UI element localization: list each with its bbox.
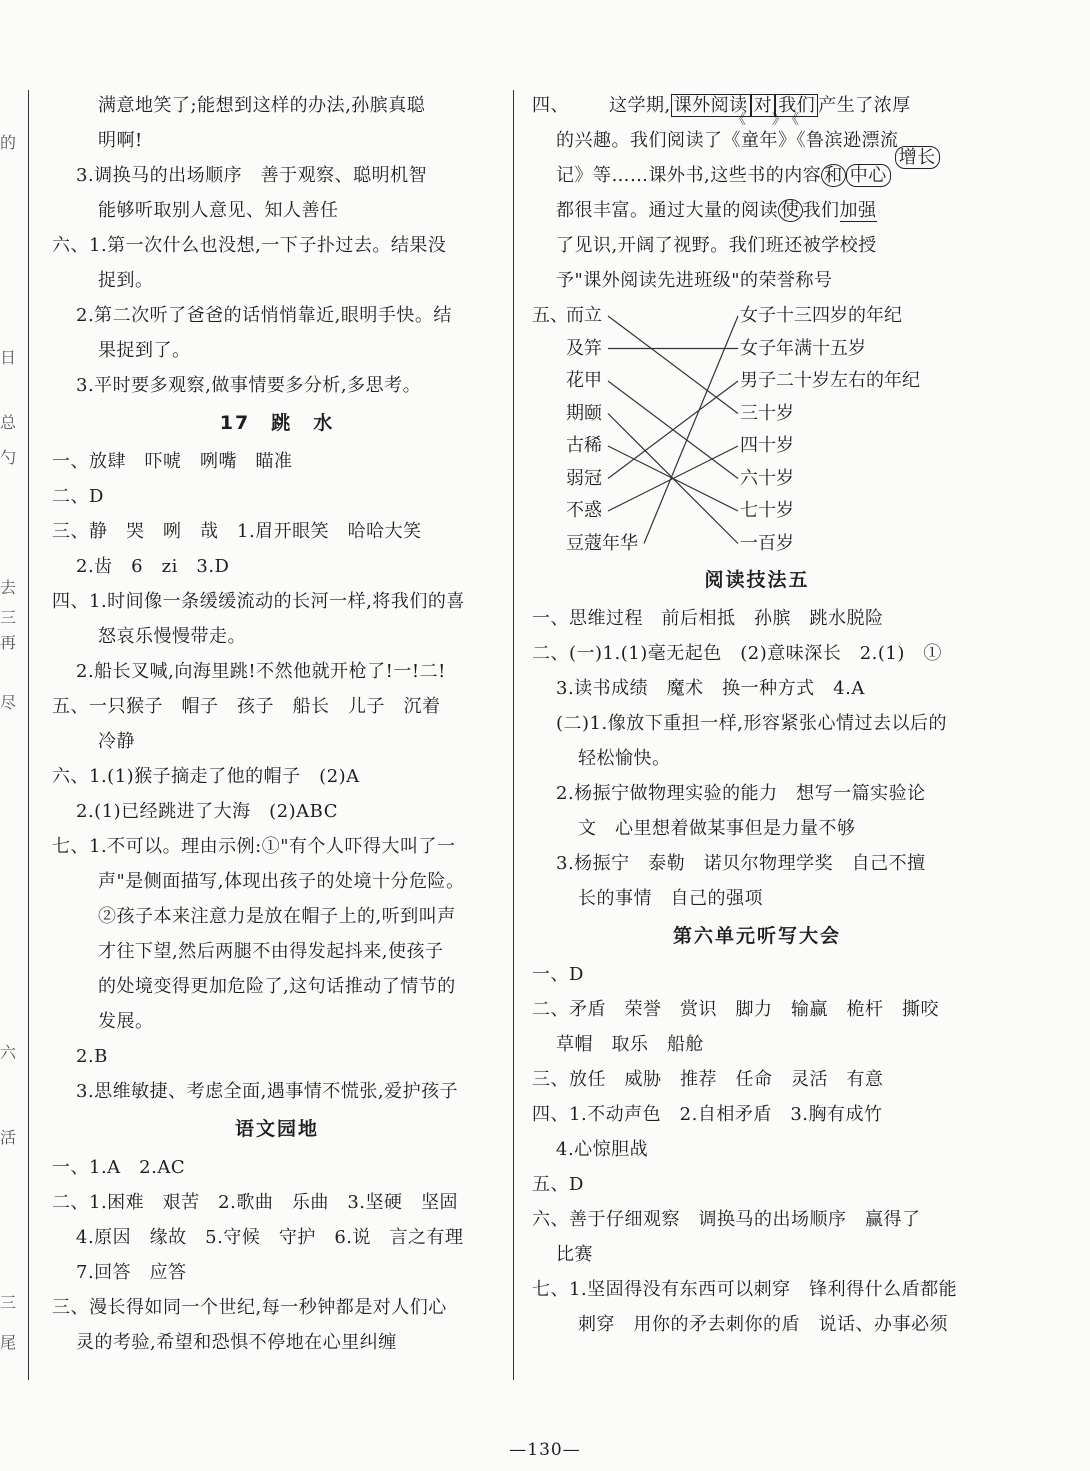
- match-left-term: 古稀: [566, 435, 602, 456]
- gutter-char: 三: [0, 608, 17, 627]
- section-heading-reading-skill-5: 阅读技法五: [704, 569, 810, 591]
- answer-line: 3.思维敏捷、考虑全面,遇事情不慌张,爱护孩子: [76, 1081, 459, 1102]
- answer-line: 的处境变得更加危险了,这句话推动了情节的: [98, 976, 456, 997]
- gutter-char: 勺: [0, 448, 17, 467]
- marked-word: 加强: [839, 200, 877, 221]
- gutter-divider: [28, 90, 29, 1380]
- answer-line: 五、D: [532, 1174, 584, 1195]
- boxed-prep: 对: [751, 94, 776, 117]
- boxed-object: 我们: [775, 94, 818, 117]
- answer-line: 发展。: [98, 1011, 154, 1032]
- answer-line: 2.第二次听了爸爸的话悄悄靠近,眼明手快。结: [76, 305, 452, 326]
- right-column: 四、 这学期, 课外阅读 对 我们 产生了浓厚 《 》《 的兴趣。我们阅读了《童年》《鲁滨逊漂流 记》等……课外书,这些书的内容 和 中心增长 都很丰富。通过大量的阅读 使 我们加强 了见识,开阔了视野。我们班还被学校授 予"课外阅读先进班级"的荣誉称号 五、 而立 及笄 花甲 期颐 古稀 弱冠 不惑 豆蔻年华 女子十三四岁的年纪 女子年满十五岁 男子二十岁左右的年纪 三十岁 四十岁 六十岁 七十岁 一百岁 阅读技法五 一、思维过程 前后相抵 孙膑 跳水脱险 二、(一)1.(1)毫无起色 (2)意味深长 2.(1) ① 3.读书成绩 魔术 换一种方式 4.A (二)1.像放下重担一样,形容紧张心情过去以后的 轻松愉快。 2.杨振宁做物理实验的能力 想写一篇实验论 文 心里想着做某事但是力量不够 3.杨振宁 泰勒 诺贝尔物理学奖 自己不擅 长的事情 自己的强项 第六单元听写大会 一、D 二、矛盾 荣誉 赏识 脚力 输赢 桅杆 撕咬 草帽 取乐 船舱 三、放任 威胁 推荐 任命 灵活 有意 四、1.不动声色 2.自相矛盾 3.胸有成竹 4.心惊胆战 五、D 六、善于仔细观察 调换马的出场顺序 赢得了 比赛 七、1.坚固得没有东西可以刺穿 锋利得什么盾都能 刺穿 用你的矛去刺你的盾 说话、办事必须: [532, 88, 982, 1342]
- answer-block-unit16-end: [52, 88, 502, 403]
- answer-line: 2.杨振宁做物理实验的能力 想写一篇实验论: [556, 783, 926, 804]
- q4-line-6: 予"课外阅读先进班级"的荣誉称号: [556, 270, 833, 291]
- answer-line: 2.(1)已经跳进了大海 (2)ABC: [76, 801, 339, 822]
- answer-line: 2.船长叉喊,向海里跳!不然他就开枪了!一!二!: [76, 661, 446, 682]
- answer-line: 3.杨振宁 泰勒 诺贝尔物理学奖 自己不擅: [556, 853, 926, 874]
- answer-line: 五、一只猴子 帽子 孩子 船长 儿子 沉着: [52, 696, 441, 717]
- answer-line: 三、静 哭 咧 哉 1.眉开眼笑 哈哈大笑: [52, 521, 422, 542]
- answer-line: 7.回答 应答: [76, 1262, 187, 1283]
- answer-line: 四、1.时间像一条缓缓流动的长河一样,将我们的喜: [52, 591, 465, 612]
- circled-verb: 使: [778, 199, 803, 222]
- answer-line: 三、放任 威胁 推荐 任命 灵活 有意: [532, 1069, 884, 1090]
- match-right-meaning: 三十岁: [740, 402, 794, 424]
- answer-line: 灵的考验,希望和恐惧不停地在心里纠缠: [76, 1332, 397, 1353]
- q4-line-5: 了见识,开阔了视野。我们班还被学校授: [556, 235, 877, 256]
- match-left-term: 及笄: [566, 337, 602, 359]
- answer-line: ②孩子本来注意力是放在帽子上的,听到叫声: [98, 906, 456, 927]
- circled-word: 中心: [846, 164, 891, 187]
- answer-line: 二、D: [52, 486, 104, 507]
- circled-conj: 和: [821, 164, 846, 187]
- answer-line: 一、D: [532, 964, 584, 985]
- answer-line: 一、1.A 2.AC: [52, 1157, 186, 1178]
- match-line: [644, 316, 738, 544]
- section-heading-unit6-dictation: 第六单元听写大会: [672, 925, 841, 947]
- q5-matching: [532, 298, 982, 560]
- match-right-meaning: 女子年满十五岁: [740, 337, 866, 359]
- answer-line: 怒哀乐慢慢带走。: [98, 626, 246, 647]
- answer-line: 文 心里想着做某事但是力量不够: [578, 818, 856, 839]
- match-right-meaning: 男子二十岁左右的年纪: [740, 370, 920, 391]
- answer-line: 冷静: [98, 731, 135, 752]
- answer-line: 3.读书成绩 魔术 换一种方式 4.A: [556, 678, 865, 699]
- match-left-term: 花甲: [566, 370, 602, 391]
- gutter-char: 尾: [0, 1333, 17, 1352]
- page-number: —130—: [509, 1440, 581, 1460]
- answer-line: 果捉到了。: [98, 340, 191, 361]
- answer-line: 二、1.困难 艰苦 2.歌曲 乐曲 3.坚硬 坚固: [52, 1192, 459, 1213]
- answer-line: 七、1.不可以。理由示例:①"有个人吓得大叫了一: [52, 836, 456, 857]
- correction-mark: 增长: [895, 146, 940, 169]
- q4-line-1: 四、 这学期, 课外阅读 对 我们 产生了浓厚: [532, 95, 911, 116]
- gutter-char: 尽: [0, 693, 17, 712]
- section-heading-17: 17 跳 水: [219, 412, 335, 434]
- match-left-term: 而立: [566, 305, 602, 326]
- gutter-char: 三: [0, 1293, 17, 1312]
- ellipsis-mark: ……: [611, 165, 649, 186]
- answer-line: 轻松愉快。: [578, 748, 671, 769]
- answer-line: 一、思维过程 前后相抵 孙膑 跳水脱险: [532, 608, 884, 629]
- answer-line: (二)1.像放下重担一样,形容紧张心情过去以后的: [556, 713, 947, 734]
- answer-line: 六、1.(1)猴子摘走了他的帽子 (2)A: [52, 766, 360, 787]
- answer-line: 满意地笑了;能想到这样的办法,孙膑真聪: [98, 95, 426, 116]
- column-divider: [513, 90, 514, 1380]
- match-right-meaning: 女子十三四岁的年纪: [740, 305, 902, 326]
- q5-label: 五、: [532, 305, 568, 326]
- answer-line: 才往下望,然后两腿不由得发起抖来,使孩子: [98, 941, 444, 962]
- answer-line: 一、放肆 吓唬 咧嘴 瞄准: [52, 451, 293, 472]
- match-left-term: 不惑: [566, 500, 602, 521]
- answer-line: 六、善于仔细观察 调换马的出场顺序 赢得了: [532, 1209, 921, 1230]
- answer-line: 六、1.第一次什么也没想,一下子扑过去。结果没: [52, 235, 447, 256]
- answer-line: 比赛: [556, 1244, 593, 1265]
- answer-block-yuwen-yuandi: [52, 1150, 502, 1360]
- gutter-char: 活: [0, 1128, 17, 1147]
- match-right-meaning: 六十岁: [740, 467, 794, 489]
- answer-line: 2.B: [76, 1046, 108, 1067]
- answer-line: 二、矛盾 荣誉 赏识 脚力 输赢 桅杆 撕咬: [532, 999, 939, 1020]
- answer-line: 捉到。: [98, 270, 154, 291]
- gutter-char: 的: [0, 133, 17, 152]
- match-right-meaning: 一百岁: [740, 532, 794, 554]
- answer-line: 三、漫长得如同一个世纪,每一秒钟都是对人们心: [52, 1297, 447, 1318]
- answer-line: 刺穿 用你的矛去刺你的盾 说话、办事必须: [578, 1314, 948, 1335]
- answer-line: 3.调换马的出场顺序 善于观察、聪明机智: [76, 165, 428, 186]
- left-column: [52, 88, 502, 1360]
- boxed-subject: 课外阅读: [671, 94, 751, 117]
- match-left-term: 期颐: [566, 402, 602, 424]
- q4-line-2: 的兴趣。我们阅读了《童年》《鲁滨逊漂流: [556, 130, 899, 151]
- answer-line: 4.原因 缘故 5.守候 守护 6.说 言之有理: [76, 1227, 464, 1248]
- q4-line-4: 都很丰富。通过大量的阅读 使 我们加强: [556, 200, 877, 221]
- answer-line: 3.平时要多观察,做事情要多分析,多思考。: [76, 375, 422, 396]
- answer-line: 七、1.坚固得没有东西可以刺穿 锋利得什么盾都能: [532, 1279, 958, 1300]
- answer-block-17: [52, 444, 502, 1109]
- answer-block-reading-skill-5: [532, 601, 982, 916]
- gutter-char: 总: [0, 413, 17, 432]
- answer-line: 四、1.不动声色 2.自相矛盾 3.胸有成竹: [532, 1104, 883, 1125]
- gutter-char: 去: [0, 578, 17, 597]
- gutter-char: 再: [0, 633, 17, 652]
- answer-line: 明啊!: [98, 130, 143, 151]
- left-gutter-fragments: [0, 0, 28, 1471]
- answer-line: 2.齿 6 zi 3.D: [76, 556, 230, 577]
- match-left-term: 弱冠: [566, 467, 602, 489]
- answer-line: 二、(一)1.(1)毫无起色 (2)意味深长 2.(1) ①: [532, 643, 942, 664]
- match-right-meaning: 七十岁: [740, 500, 794, 521]
- answer-block-unit6-dictation: [532, 957, 982, 1342]
- match-right-meaning: 四十岁: [740, 435, 794, 456]
- answer-line: 草帽 取乐 船舱: [556, 1034, 704, 1055]
- answer-line: 声"是侧面描写,体现出孩子的处境十分危险。: [98, 871, 465, 892]
- answer-line: 4.心惊胆战: [556, 1139, 649, 1160]
- section-heading-yuwen-yuandi: 语文园地: [234, 1118, 319, 1140]
- match-left-term: 豆蔻年华: [566, 532, 638, 554]
- gutter-char: 六: [0, 1043, 17, 1062]
- answer-line: 能够听取别人意见、知人善任: [98, 200, 339, 221]
- q4-line-3: 记》等……课外书,这些书的内容 和 中心增长: [532, 158, 982, 193]
- answer-line: 长的事情 自己的强项: [578, 888, 763, 909]
- gutter-char: 日: [0, 348, 17, 367]
